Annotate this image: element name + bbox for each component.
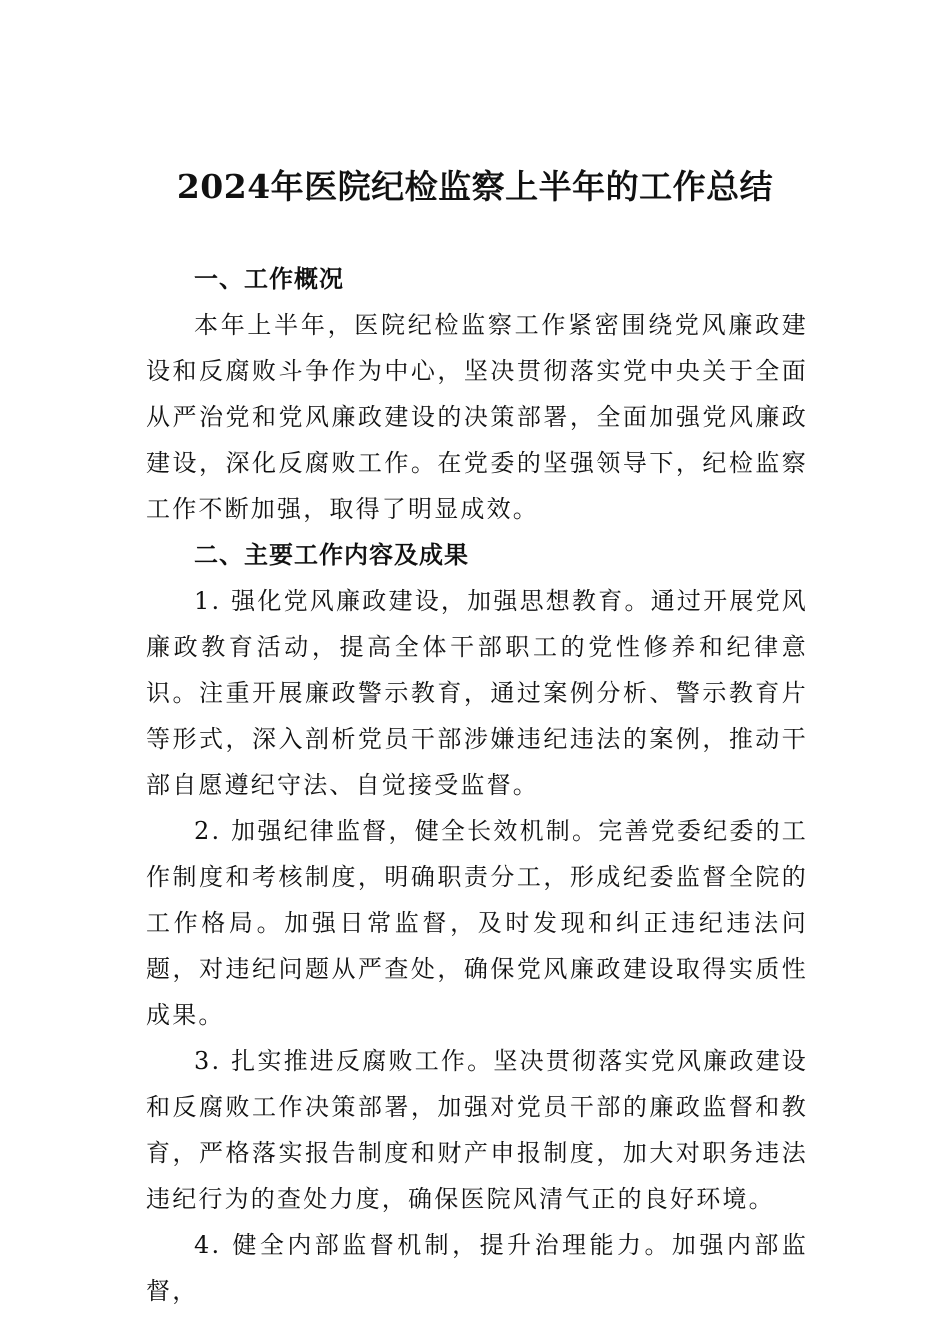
work-item-4-paragraph: 4. 健全内部监督机制，提升治理能力。加强内部监督，: [146, 1231, 808, 1305]
section-heading-main-work: 二、主要工作内容及成果: [194, 540, 469, 569]
document-title: 2024年医院纪检监察上半年的工作总结: [176, 167, 774, 206]
overview-paragraph: 本年上半年，医院纪检监察工作紧密围绕党风廉政建设和反腐败斗争作为中心，坚决贯彻落实党中央关于全面从严治党和党风廉政建设的决策部署，全面加强党风廉政建设，深化反腐败工作。在党委的坚强领导下，纪检监察工作不断加强，取得了明显成效。: [146, 311, 808, 523]
document-body: [146, 256, 808, 1314]
work-item-3-paragraph: 3. 扎实推进反腐败工作。坚决贯彻落实党风廉政建设和反腐败工作决策部署，加强对党员干部的廉政监督和教育，严格落实报告制度和财产申报制度，加大对职务违法违纪行为的查处力度，确保医院风清气正的良好环境。: [146, 1047, 808, 1213]
work-item-2-paragraph: 2. 加强纪律监督，健全长效机制。完善党委纪委的工作制度和考核制度，明确职责分工，形成纪委监督全院的工作格局。加强日常监督，及时发现和纠正违纪违法问题，对违纪问题从严查处，确保党风廉政建设取得实质性成果。: [146, 817, 808, 1029]
work-item-1-paragraph: 1. 强化党风廉政建设，加强思想教育。通过开展党风廉政教育活动，提高全体干部职工的党性修养和纪律意识。注重开展廉政警示教育，通过案例分析、警示教育片等形式，深入剖析党员干部涉嫌违纪违法的案例，推动干部自愿遵纪守法、自觉接受监督。: [146, 587, 808, 799]
section-heading-overview: 一、工作概况: [194, 264, 344, 293]
